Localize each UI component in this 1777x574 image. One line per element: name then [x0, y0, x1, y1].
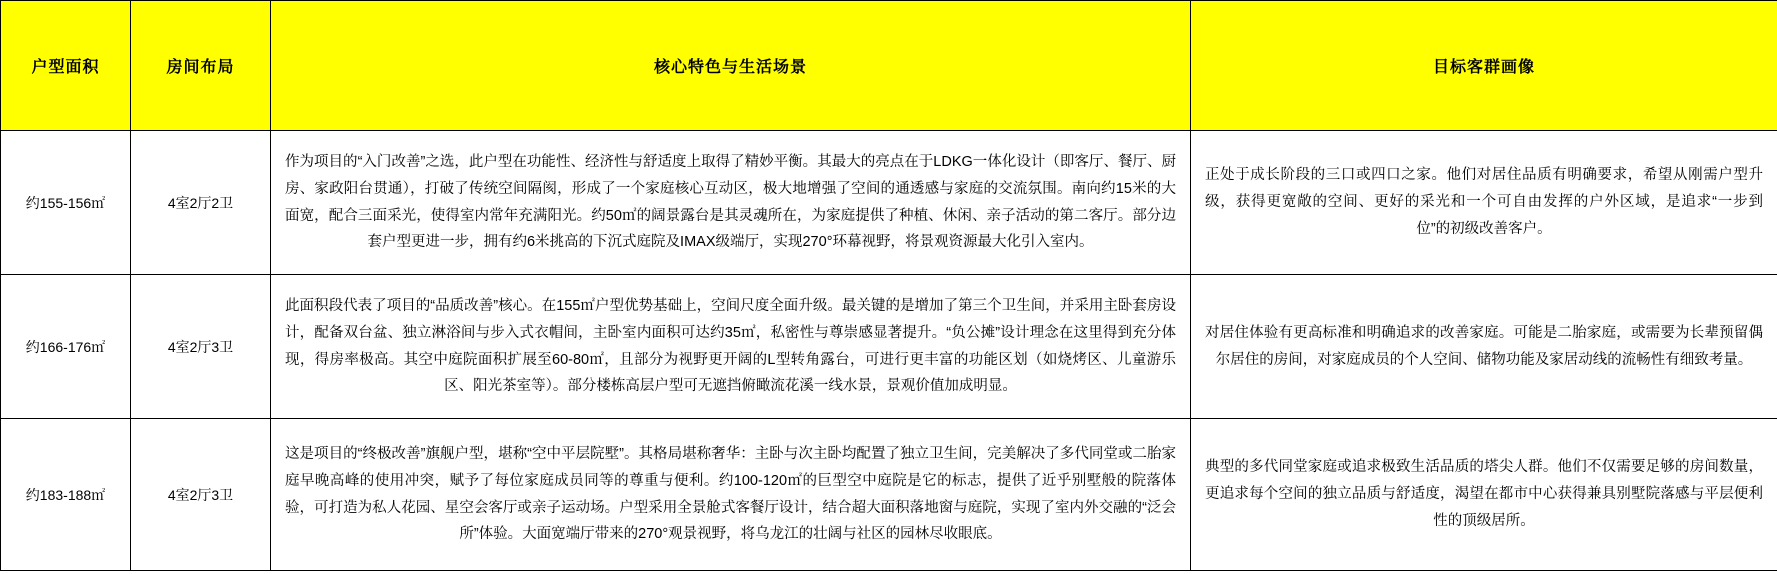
column-header-layout: 房间布局: [131, 1, 271, 131]
cell-layout: 4室2厅3卫: [131, 419, 271, 571]
table-row: [1, 275, 1777, 419]
cell-layout: 4室2厅2卫: [131, 131, 271, 275]
cell-core-features: 此面积段代表了项目的“品质改善”核心。在155㎡户型优势基础上，空间尺度全面升级。最关键的是增加了第三个卫生间，并采用主卧套房设计，配备双台盆、独立淋浴间与步入式衣帽间，主卧室内面积可达约35㎡，私密性与尊崇感显著提升。“负公摊”设计理念在这里得到充分体现，得房率极高。其空中庭院面积扩展至60-80㎡，且部分为视野更开阔的L型转角露台，可进行更丰富的功能区划（如烧烤区、儿童游乐区、阳光茶室等）。部分楼栋高层户型可无遮挡俯瞰流花溪一线水景，景观价值加成明显。: [271, 275, 1191, 419]
cell-area: 约166-176㎡: [1, 275, 131, 419]
cell-core-features: 这是项目的“终极改善”旗舰户型，堪称“空中平层院墅”。其格局堪称奢华：主卧与次主卧均配置了独立卫生间，完美解决了多代同堂或二胎家庭早晚高峰的使用冲突，赋予了每位家庭成员同等的尊重与便利。约100-120㎡的巨型空中庭院是它的标志，提供了近乎别墅般的院落体验，可打造为私人花园、星空会客厅或亲子运动场。户型采用全景舱式客餐厅设计，结合超大面积落地窗与庭院，实现了室内外交融的“泛会所”体验。大面宽端厅带来的270°观景视野，将乌龙江的壮阔与社区的园林尽收眼底。: [271, 419, 1191, 571]
column-header-target-audience: 目标客群画像: [1191, 1, 1777, 131]
column-header-core-features: 核心特色与生活场景: [271, 1, 1191, 131]
cell-target-audience: 典型的多代同堂家庭或追求极致生活品质的塔尖人群。他们不仅需要足够的房间数量，更追求每个空间的独立品质与舒适度，渴望在都市中心获得兼具别墅院落感与平层便利性的顶级居所。: [1191, 419, 1777, 571]
table-row: [1, 419, 1777, 571]
column-header-area: 户型面积: [1, 1, 131, 131]
table-header-row: [1, 1, 1777, 131]
cell-layout: 4室2厅3卫: [131, 275, 271, 419]
table-row: [1, 131, 1777, 275]
cell-area: 约155-156㎡: [1, 131, 131, 275]
cell-area: 约183-188㎡: [1, 419, 131, 571]
cell-core-features: 作为项目的“入门改善”之选，此户型在功能性、经济性与舒适度上取得了精妙平衡。其最大的亮点在于LDKG一体化设计（即客厅、餐厅、厨房、家政阳台贯通），打破了传统空间隔阂，形成了一个家庭核心互动区，极大地增强了空间的通透感与家庭的交流氛围。南向约15米的大面宽，配合三面采光，使得室内常年充满阳光。约50㎡的阔景露台是其灵魂所在，为家庭提供了种植、休闲、亲子活动的第二客厅。部分边套户型更进一步，拥有约6米挑高的下沉式庭院及IMAX级端厅，实现270°环幕视野，将景观资源最大化引入室内。: [271, 131, 1191, 275]
cell-target-audience: 正处于成长阶段的三口或四口之家。他们对居住品质有明确要求，希望从刚需户型升级，获得更宽敞的空间、更好的采光和一个可自由发挥的户外区域，是追求“一步到位”的初级改善客户。: [1191, 131, 1777, 275]
cell-target-audience: 对居住体验有更高标准和明确追求的改善家庭。可能是二胎家庭，或需要为长辈预留偶尔居住的房间，对家庭成员的个人空间、储物功能及家居动线的流畅性有细致考量。: [1191, 275, 1777, 419]
